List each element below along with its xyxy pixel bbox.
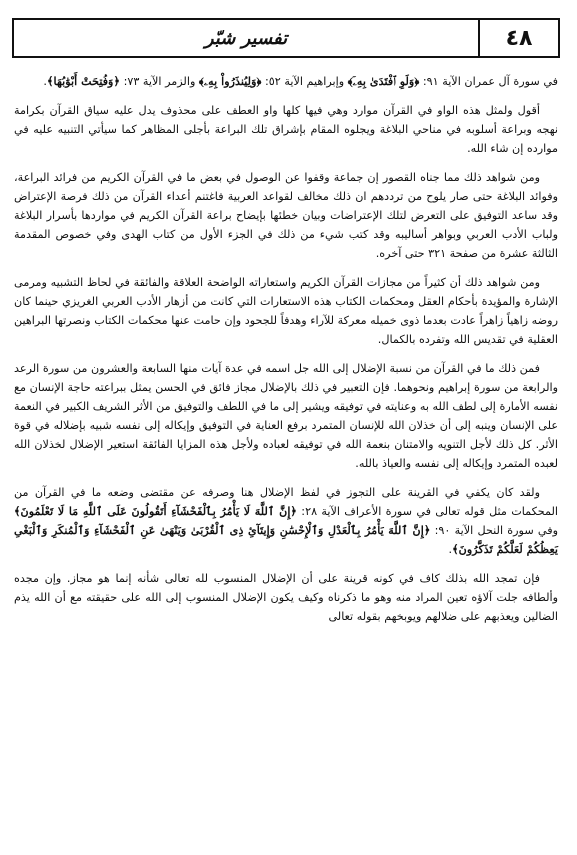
book-page: [12, 18, 560, 843]
paragraph-text: ولقد كان يكفي في القرينة على التجوز في لفظ الإضلال هنا وصرفه عن مقتضى وضعه ما في القرآن من المحكمات مثل قوله تعالى في سورة الأعراف الآية ٢٨:: [14, 486, 558, 518]
body-paragraph: [14, 72, 558, 91]
body-paragraph: [14, 483, 558, 559]
paragraph-text: والزمر الآية ٧٣:: [120, 75, 199, 88]
paragraph-text: وإبراهيم الآية ٥٢:: [261, 75, 348, 88]
paragraph-text: فمن ذلك ما في القرآن من نسبة الإضلال إلى الله جل اسمه في عدة آيات منها السابعة والعشرون من سورة الرعد والرابعة من سورة إبراهيم ونحوهما. فإن التعبير في ذلك بالإضلال مجاز فائق في الحسن يمثل ببراعته حاجة الإنسان مع نفسه الأمارة إلى لطف الله به وعنايته في توفيقه ويشير إلى ما في اللطف والتوفيق من الأثر الشريف الكبير في النعمة على الإنسان وينبه إلى أن خذلان الله للإنسان المتمرد برفع العناية في التوفيق وإيكاله إلى نفسه شبيه بإضلاله في قوة الأثر. كل ذلك لأجل التنويه والامتنان بنعمة الله في توفيقه لعباده ولأجل هذه المزايا الفائقة استعير الإضلال لخذلان الله لعبده المتمرد وإيكاله إلى نفسه والعياذ بالله.: [14, 362, 558, 470]
body-paragraph: [14, 569, 558, 626]
quran-verse-quote: ﴿وَلِيُنذَرُواْ بِهِۦ﴾: [198, 74, 262, 88]
book-title: تفسير شبّر: [204, 27, 288, 49]
paragraph-text: .: [43, 75, 47, 88]
paragraph-text: في سورة آل عمران الآية ٩١:: [419, 75, 558, 88]
body-paragraph: [14, 168, 558, 263]
paragraph-text: وفي سورة النحل الآية ٩٠:: [430, 524, 559, 537]
body-paragraph: [14, 273, 558, 349]
page-body-text: [14, 72, 558, 636]
quran-verse-quote: ﴿وَفُتِحَتْ أَبْوَٰبُهَا﴾: [46, 74, 121, 88]
page-number: ٤٨: [505, 25, 533, 51]
body-paragraph: [14, 359, 558, 473]
header-title-box: [14, 20, 480, 56]
paragraph-text: فإن تمجد الله بذلك كاف في كونه قرينة على أن الإضلال المنسوب لله تعالى شأنه إنما هو مجاز. وإن مجده وألطافه جلت آلاؤه تعين المراد منه وهو ما ذكرناه وكيف يكون الإضلال المنسوب إلى الله على حقيقته مع أن الله يذم الضالين ويعذبهم على ضلالهم ويوبخهم بقوله تعالى: [14, 572, 558, 623]
paragraph-text: .: [448, 543, 453, 556]
page-header: [12, 18, 560, 58]
quran-verse-quote: ﴿إِنَّ ٱللَّهَ لَا يَأْمُرُ بِٱلْفَحْشَآءِ أَتَقُولُونَ عَلَى ٱللَّهِ مَا لَا تَعْلَمُونَ﴾: [14, 504, 297, 518]
body-paragraph: [14, 101, 558, 158]
page-number-box: [480, 20, 558, 56]
quran-verse-quote: ﴿إِنَّ ٱللَّهَ يَأْمُرُ بِٱلْعَدْلِ وَٱلْإِحْسَٰنِ وَإِيتَآئِ ذِى ٱلْقُرْبَىٰ وَيَنْهَىٰ عَنِ ٱلْفَحْشَآءِ وَٱلْمُنكَرِ وَٱلْبَغْىِ يَعِظُكُمْ لَعَلَّكُمْ تَذَكَّرُونَ﴾: [14, 523, 558, 556]
paragraph-text: ومن شواهد ذلك مما جناه القصور إن جماعة وقفوا عن الوصول في بعض ما في القرآن الكريم من فرائد البراعة، وفوائد البلاغة حتى صار يلوح من ترددهم ان ذلك مخالف لقواعد العربية فاغتنم أعداء القرآن من ذلك فرصة الإعتراض وقد ساعد التوفيق على التعرض لتلك الإعتراضات وبيان خطئها بإيضاح براعة القرآن الكريم في مواردها بأسرار البلاغة ولباب الأدب العربي وبواهر أساليبه وقد كتب شيء من ذلك في الجزء الأول من كتاب الهدى وفي خصوص المقدمة الثالثة عشرة من صفحة ٣٢١ حتى آخره.: [14, 171, 558, 260]
paragraph-text: ومن شواهد ذلك أن كثيراً من مجازات القرآن الكريم واستعاراته الواضحة العلاقة والفائقة في لحاظ التشبيه ومرمى الإشارة والمؤيدة بأحكام العقل ومحكمات الكتاب هذه الاستعارات التي كانت من أزهار الأدب العربي الغريزي حينما كان روضه زاهياً زاهراً عادت بعدما ذوى خميله معركة للآراء وهدفاً للجحود وإن حامت عنها محكمات الكتاب ونصرتها البراهين العقلية في تقديس الله وتفرده بالكمال.: [14, 276, 558, 346]
quran-verse-quote: ﴿وَلَوِ ٱفْتَدَىٰ بِهِۦٓ﴾: [347, 74, 420, 88]
paragraph-text: أقول ولمثل هذه الواو في القرآن موارد وهي فيها كلها واو العطف على محذوف يدل عليه سياق القرآن بكرامة نهجه وبراعة أسلوبه في مناحي البلاغة ويجلوه المقام بإشراق تلك البراعة بأجلى المظاهر كما سيأتي التنبيه عليه في موارده إن شاء الله.: [14, 104, 558, 155]
